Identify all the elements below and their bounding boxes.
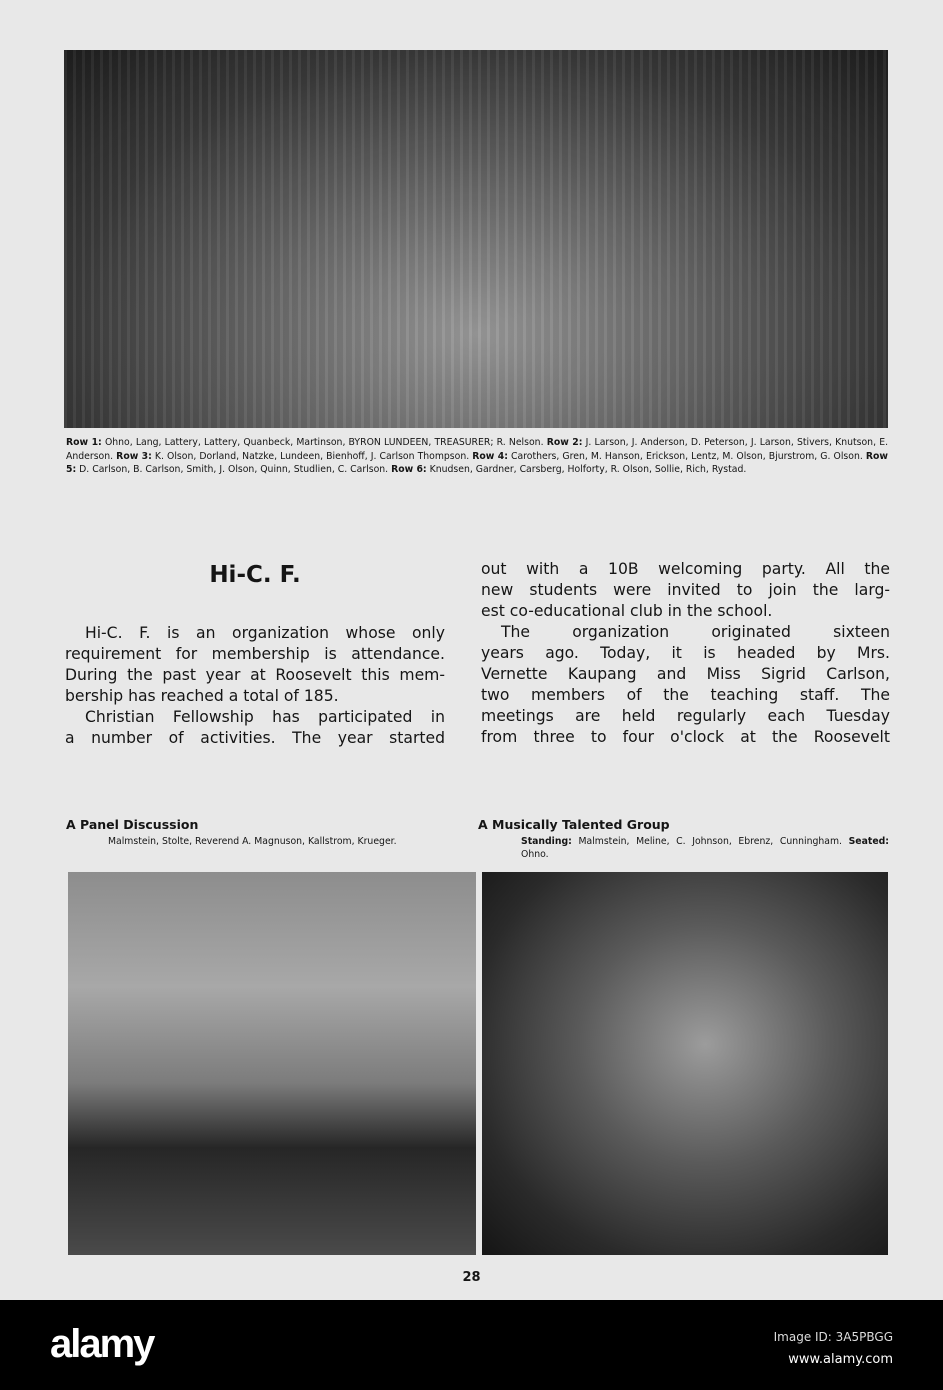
- panel-discussion-photo: [68, 872, 476, 1255]
- alamy-logo: alamy: [50, 1322, 154, 1366]
- seated-names: Ohno.: [521, 849, 549, 860]
- group-photo: [64, 50, 888, 428]
- row-label: Row 6:: [391, 464, 427, 475]
- text-line: two members of the teaching staff. The: [481, 686, 890, 704]
- row-label: Row 4:: [472, 450, 508, 462]
- music-caption: [521, 835, 889, 861]
- watermark-bar: [0, 1300, 943, 1390]
- article-right-column: [481, 559, 890, 748]
- standing-names: Malmstein, Meline, C. Johnson, Ebrenz, Cunningham.: [571, 836, 849, 847]
- text-line: Christian Fellowship has participated in: [85, 708, 445, 726]
- text-line: new students were invited to join the larg-: [481, 581, 890, 599]
- text-line: meetings are held regularly each Tuesday: [481, 707, 890, 725]
- text-line: Vernette Kaupang and Miss Sigrid Carlson,: [481, 665, 890, 683]
- row-label: Row 2:: [546, 437, 583, 448]
- row-label: Row 1:: [66, 437, 102, 448]
- group-photo-caption: [66, 436, 888, 477]
- music-heading: A Musically Talented Group: [478, 817, 670, 832]
- row-names: Ohno, Lang, Lattery, Lattery, Quanbeck, Martinson, BYRON LUNDEEN, TREASURER; R. Nelson.: [101, 437, 547, 448]
- text-line: est co-educational club in the school.: [481, 602, 773, 620]
- text-line: out with a 10B welcoming party. All the: [481, 560, 890, 578]
- text-line: bership has reached a total of 185.: [65, 687, 339, 705]
- image-id: Image ID: 3A5PBGG: [773, 1330, 893, 1344]
- row-names: D. Carlson, B. Carlson, Smith, J. Olson, Quinn, Studlien, C. Carlson.: [76, 464, 392, 475]
- standing-label: Standing:: [521, 836, 572, 847]
- text-line: years ago. Today, it is headed by Mrs.: [481, 644, 890, 662]
- row-names: Carothers, Gren, M. Hanson, Erickson, Lentz, M. Olson, Bjurstrom, G. Olson.: [507, 450, 866, 462]
- panel-heading: A Panel Discussion: [66, 817, 199, 832]
- article-left-column: [65, 623, 445, 749]
- row-names: Knudsen, Gardner, Carsberg, Holforty, R. Olson, Sollie, Rich, Rystad.: [426, 464, 747, 475]
- seated-label: Seated:: [848, 836, 889, 847]
- article-title: Hi-C. F.: [209, 562, 301, 588]
- text-line: Hi-C. F. is an organization whose only: [85, 624, 445, 642]
- page-number: 28: [462, 1270, 481, 1285]
- text-line: a number of activities. The year started: [65, 729, 445, 747]
- row-names: K. Olson, Dorland, Natzke, Lundeen, Bienhoff, J. Carlson Thompson.: [151, 450, 473, 462]
- text-line: requirement for membership is attendance.: [65, 645, 445, 663]
- row-names: J. Larson, J. Anderson, D. Peterson, J. Larson, Stivers, Knutson, E. Anderson.: [66, 437, 889, 462]
- row-label: Row 3:: [116, 450, 152, 462]
- panel-caption: Malmstein, Stolte, Reverend A. Magnuson, Kallstrom, Krueger.: [108, 836, 397, 847]
- music-group-photo: [482, 872, 888, 1255]
- watermark-url: www.alamy.com: [788, 1352, 893, 1367]
- row-label: Row 5:: [66, 450, 888, 475]
- text-line: from three to four o'clock at the Roosevelt: [481, 728, 890, 746]
- text-line: The organization originated sixteen: [501, 623, 890, 641]
- text-line: During the past year at Roosevelt this mem-: [65, 666, 445, 684]
